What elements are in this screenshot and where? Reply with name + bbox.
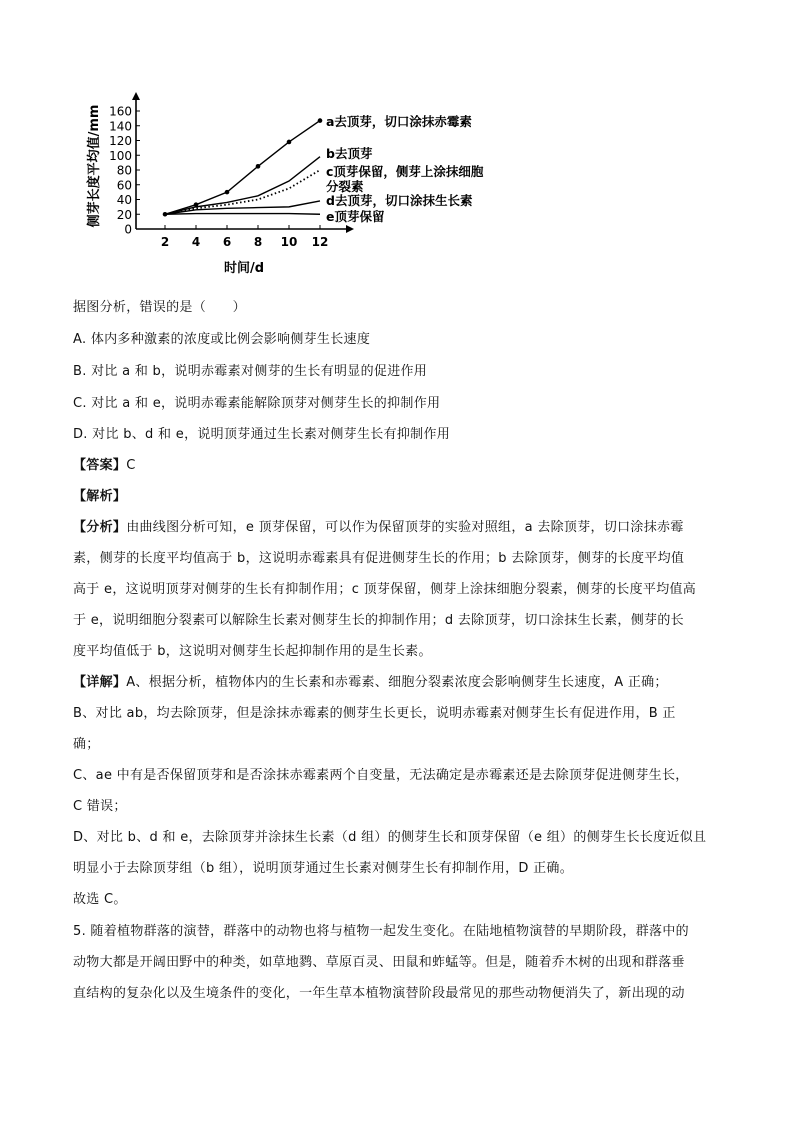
detail-line-1 [73,671,668,690]
x-axis-arrow [346,225,354,233]
series-point-a [256,164,261,169]
y-tick-label: 120 [109,134,132,148]
y-axis-arrow [132,92,140,100]
x-tick-label: 2 [160,235,170,249]
detail-line-3: 确； [73,737,100,752]
y-tick-label: 20 [116,207,132,222]
detail-line-8: 故选 C。 [73,892,127,907]
option-b: B. 对比 a 和 b，说明赤霉素对侧芽的生长有明显的促进作用 [73,364,428,379]
analysis-line-5: 度平均值低于 b，这说明对侧芽生长起抑制作用的是生长素。 [73,644,432,659]
analysis-text-1: 由曲线图分析可知，e 顶芽保留，可以作为保留顶芽的实验对照组，a 去除顶芽，切口涂抹赤霉 [126,520,684,535]
y-tick-label: 100 [109,148,132,163]
y-tick-label: 60 [116,178,132,193]
series-label-d: d去顶芽，切口涂抹生长素 [326,193,473,208]
chart-series [163,118,323,216]
detail-line-6: D、对比 b、d 和 e，去除顶芽并涂抹生长素（d 组）的侧芽生长和顶芽保留（e 组）的侧芽生长长度近似且 [73,830,707,845]
detail-line-4: C、ae 中有是否保留顶芽和是否涂抹赤霉素两个自变量，无法确定是赤霉素还是去除顶芽促进侧芽生长， [73,768,689,783]
series-label-b: b去顶芽 [326,146,373,161]
analysis-line-4: 于 e，说明细胞分裂素可以解除生长素对侧芽生长的抑制作用；d 去除顶芽，切口涂抹生长素，侧芽的长 [73,613,684,628]
detail-line-2: B、对比 ab，均去除顶芽，但是涂抹赤霉素的侧芽生长更长，说明赤霉素对侧芽生长有促进作用，B 正 [73,706,676,721]
chart-axes [132,92,354,233]
answer-value: C [126,458,136,473]
y-tick-label: 140 [109,119,132,134]
next-question-line-3: 直结构的复杂化以及生境条件的变化，一年生草本植物演替阶段最常见的那些动物便消失了，新出现的动 [73,986,685,1001]
y-tick-label: 40 [116,193,132,207]
series-point-a [287,140,292,145]
x-tick-label: 10 [280,235,298,249]
analysis-line-3: 高于 e，这说明顶芽对侧芽的生长有抑制作用；c 顶芽保留，侧芽上涂抹细胞分裂素，侧芽的长度平均值高 [73,582,697,597]
series-label-c: 分裂素 [326,179,364,194]
jiexi-tag: 【解析】 [73,489,127,504]
x-tick-label: 6 [222,235,232,249]
y-tick-label: 0 [124,222,132,237]
analysis-line-2: 素，侧芽的长度平均值高于 b，这说明赤霉素具有促进侧芽生长的作用；b 去除顶芽，侧芽的长度平均值 [73,551,685,566]
y-axis-label: 侧芽长度平均值/mm [87,104,102,228]
x-tick-label: 8 [253,235,263,249]
series-labels [326,114,484,224]
next-question-line-2: 动物大都是开阔田野中的种类，如草地鹨、草原百灵、田鼠和蚱蜢等。但是，随着乔木树的出现和群落垂 [73,955,685,970]
option-a: A. 体内多种激素的浓度或比例会影响侧芽生长速度 [73,332,371,347]
series-point-a [225,190,230,195]
analysis-line-1 [73,516,684,535]
x-axis-label: 时间/d [223,261,265,276]
series-label-a: a去顶芽，切口涂抹赤霉素 [326,114,472,129]
detail-line-7: 明显小于去除顶芽组（b 组），说明顶芽通过生长素对侧芽生长有抑制作用，D 正确。 [73,861,574,876]
series-point-a [318,118,323,123]
detail-line-5: C 错误； [73,799,127,814]
detail-text-1: A、根据分析，植物体内的生长素和赤霉素、细胞分裂素浓度会影响侧芽生长速度，A 正确； [126,675,668,690]
answer-tag: 【答案】 [73,458,127,473]
analysis-tag: 【分析】 [73,520,127,535]
detail-tag: 【详解】 [73,675,127,690]
series-line-e [165,214,320,215]
series-label-c: c顶芽保留，侧芽上涂抹细胞 [326,164,484,179]
x-tick-label: 4 [191,235,201,249]
answer-line [73,454,136,473]
line-chart [84,88,524,283]
option-d: D. 对比 b、d 和 e，说明顶芽通过生长素对侧芽生长有抑制作用 [73,427,451,442]
question-text: 据图分析，错误的是（ ） [73,300,246,315]
next-question-line-1: 5. 随着植物群落的演替，群落中的动物也将与植物一起发生变化。在陆地植物演替的早期阶段，群落中的 [73,924,689,939]
y-tick-label: 160 [109,104,132,119]
x-tick-label: 12 [311,235,329,249]
y-tick-label: 80 [116,163,132,178]
series-line-a [165,121,320,215]
series-label-e: e顶芽保留 [326,209,385,224]
option-c: C. 对比 a 和 e，说明赤霉素能解除顶芽对侧芽生长的抑制作用 [73,396,441,411]
